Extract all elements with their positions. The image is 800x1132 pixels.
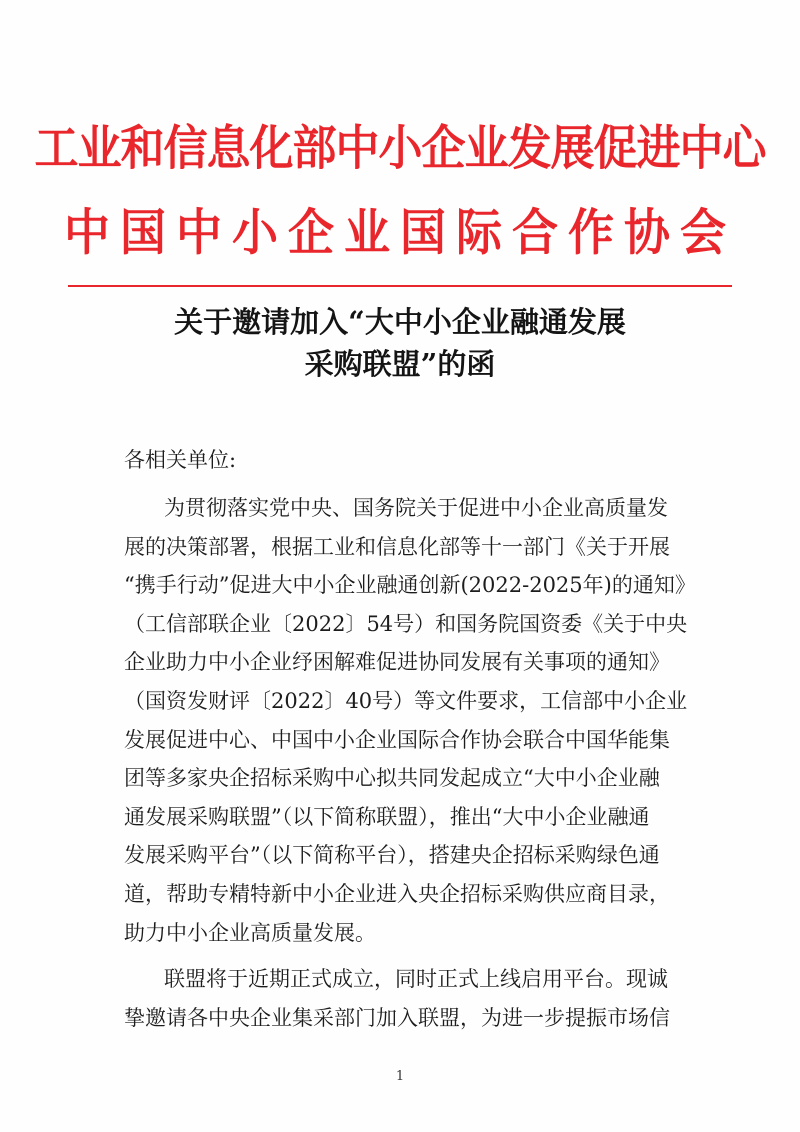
p1-line: 道，帮助专精特新中小企业进入央企招标采购供应商目录， <box>124 882 670 906</box>
p1-line: 企业助力中小企业纾困解难促进协同发展有关事项的通知》 <box>124 650 670 675</box>
p1-line: 展的决策部署，根据工业和信息化部等十一部门《关于开展 <box>124 534 670 559</box>
p2-line: 联盟将于近期正式成立，同时正式上线启用平台。现诚 <box>164 967 668 991</box>
document-title-line-2: 采购联盟”的函 <box>304 347 496 381</box>
salutation: 各相关单位: <box>124 448 237 472</box>
letterhead-line-1: 工业和信息化部中小企业发展促进中心 <box>34 121 766 177</box>
page-number: 1 <box>395 1069 405 1084</box>
p1-line: （工信部联企业〔2022〕54号）和国务院国资委《关于中央 <box>124 611 688 636</box>
p2-line: 挚邀请各中央企业集采部门加入联盟，为进一步提振市场信 <box>124 1005 670 1030</box>
p1-line: “携手行动”促进大中小企业融通创新(2022-2025年)的通知》 <box>124 573 696 598</box>
p1-line: （国资发财评〔2022〕40号）等文件要求，工信部中小企业 <box>124 689 688 713</box>
p1-line: 发展采购平台”（以下简称平台），搭建央企招标采购绿色通 <box>124 843 660 868</box>
letterhead-divider <box>68 285 732 287</box>
document-title-line-1: 关于邀请加入“大中小企业融通发展 <box>174 305 626 339</box>
p1-line: 助力中小企业高质量发展。 <box>124 920 376 945</box>
letterhead-line-2: 中国中小企业国际合作协会 <box>64 203 736 262</box>
p1-line: 为贯彻落实党中央、国务院关于促进中小企业高质量发 <box>164 496 668 520</box>
p1-line: 通发展采购联盟”（以下简称联盟），推出“大中小企业融通 <box>124 804 650 829</box>
p1-line: 发展促进中心、中国中小企业国际合作协会联合中国华能集 <box>124 727 670 752</box>
p1-line: 团等多家央企招标采购中心拟共同发起成立“大中小企业融 <box>124 766 660 791</box>
